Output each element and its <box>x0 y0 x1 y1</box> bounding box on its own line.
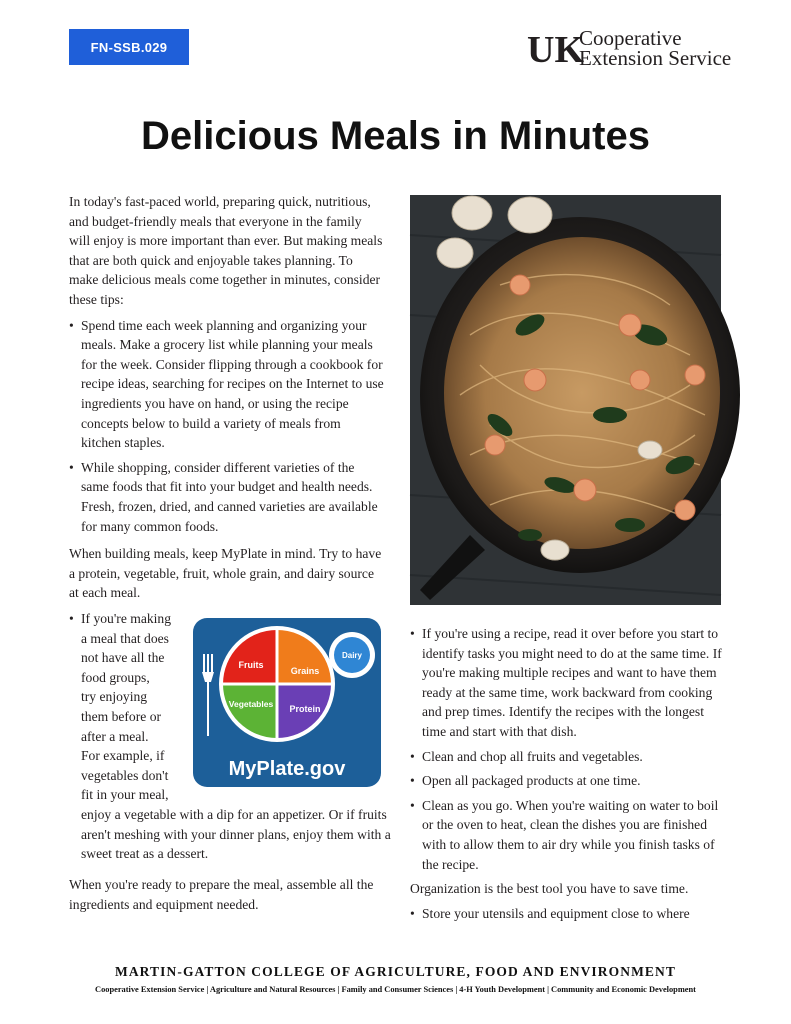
tip-line: a meal that does <box>81 630 169 646</box>
tip-line: food groups, <box>81 669 150 685</box>
vegetables-label: Vegetables <box>228 699 274 709</box>
publication-code-badge: FN-SSB.029 <box>69 29 189 65</box>
fruits-label: Fruits <box>238 660 264 670</box>
svg-text:UK: UK <box>527 29 584 71</box>
tip-store-utensils: • Store your utensils and equipment close to where <box>410 905 690 921</box>
tip-line: fit in your meal, <box>81 787 169 803</box>
tip-line: try enjoying <box>81 689 148 705</box>
uk-extension-logo <box>527 26 731 70</box>
organization-paragraph: Organization is the best tool you have to save time. <box>410 881 689 897</box>
tip-line: them before or <box>81 708 162 724</box>
logo-line-2: Extension Service <box>579 46 732 70</box>
uk-logo-icon <box>527 28 584 71</box>
program-units: Cooperative Extension Service | Agriculture and Natural Resources | Family and Consumer Sciences | 4-H Youth Development | Community and Economic Development <box>95 985 696 994</box>
page-title: Delicious Meals in Minutes <box>140 114 650 158</box>
tip-read-recipe-text: If you're using a recipe, read it over before you start to identify tasks you might need to do at the same time. If you're making multiple recipes and want to have them ready at the same time, work backward from cooking and prep times. Identify the recipes with the longest time and start with that dish. <box>422 626 722 739</box>
tip-shopping: • While shopping, consider different varieties of the same foods that fit into your budget and health needs. Fresh, frozen, dried, and canned varieties are available for many common foods. <box>69 459 378 534</box>
tip-line: not have all the <box>81 650 165 666</box>
myplate-graphic <box>193 618 381 787</box>
tip-line: If you're making <box>81 611 172 626</box>
tip-planning-text: Spend time each week planning and organizing your meals. Make a grocery list while planning your meals for the week. Consider flipping through a cookbook for recipe ideas, searching for recipes on the Internet to use ingredients you have on hand, or using the recipe concepts below to build a variety of meals from kitchen staples. <box>81 317 384 451</box>
tip-read-recipe: • If you're using a recipe, read it over before you start to identify tasks you might need to do at the same time. If you're making multiple recipes and want to have them ready at the same time, work backward from cooking and prep times. Identify the recipes with the longest time and start with that dish. <box>410 626 722 739</box>
grains-label: Grains <box>290 666 320 676</box>
tip-clean-as-you-go: • Clean as you go. When you're waiting on water to boil or the oven to heat, clean the dishes you are finished with to allow them to air dry while you finish tasks of the recipe. <box>410 797 719 872</box>
tip-line: vegetables don't <box>81 767 169 783</box>
fruits-segment <box>223 630 277 684</box>
myplate-paragraph: When building meals, keep MyPlate in mind. Try to have a protein, vegetable, fruit, whole grain, and dairy source at each meal. <box>69 546 382 601</box>
food-groups-tip-lines: • If you're making a meal that does not have all the food groups, try enjoying them before or after a meal. For example, if vegetables don't fit in your meal, <box>69 609 194 805</box>
protein-label: Protein <box>289 704 321 714</box>
tip-line: For example, if <box>81 748 165 764</box>
tip-chop: • Clean and chop all fruits and vegetables. <box>410 748 643 764</box>
tip-chop-text: Clean and chop all fruits and vegetables. <box>422 748 643 764</box>
right-column <box>410 624 722 928</box>
fork-icon <box>202 654 214 736</box>
tip-store-text: Store your utensils and equipment close to where <box>422 905 690 921</box>
dairy-label: Dairy <box>341 651 363 660</box>
tip-open-packages: • Open all packaged products at one time. <box>410 773 641 789</box>
tip-open-packages-text: Open all packaged products at one time. <box>422 773 641 789</box>
myplate-wordmark: MyPlate.gov <box>228 758 346 780</box>
intro-paragraph: In today's fast-paced world, preparing quick, nutritious, and budget-friendly meals that everyone in the family will enjoy is more important than ever. But making meals that are both quick and enjoyable takes planning. To make delicious meals come together in minutes, consider these tips: <box>69 194 383 307</box>
tip-clean-text: Clean as you go. When you're waiting on water to boil or the oven to heat, clean the dishes you are finished with to allow them to air dry while you finish tasks of the recipe. <box>422 797 719 872</box>
tip-shopping-text: While shopping, consider different varieties of the same foods that fit into your budget and health needs. Fresh, frozen, dried, and canned varieties are available for many common foods. <box>81 459 378 534</box>
left-column-top <box>69 192 384 603</box>
tip-line: after a meal. <box>81 728 149 744</box>
tip-planning: • Spend time each week planning and organizing your meals. Make a grocery list while planning your meals for the week. Consider flipping through a cookbook for recipe ideas, searching for recipes on the Internet to use ingredients you have on hand, or using the recipe concepts below to build a variety of meals from kitchen staples. <box>69 317 384 451</box>
college-name: MARTIN-GATTON COLLEGE OF AGRICULTURE, FOOD AND ENVIRONMENT <box>114 964 676 979</box>
vegetables-segment <box>223 684 277 738</box>
food-groups-tip-rest: enjoy a vegetable with a dip for an appetizer. Or if fruits aren't meshing with your dinner plans, enjoy them with a sweet treat as a dessert. <box>81 807 391 862</box>
pasta-dish-photo <box>410 195 721 605</box>
closing-paragraph: When you're ready to prepare the meal, assemble all the ingredients and equipment needed. <box>69 877 374 912</box>
logo-line-1: Cooperative <box>579 26 682 50</box>
